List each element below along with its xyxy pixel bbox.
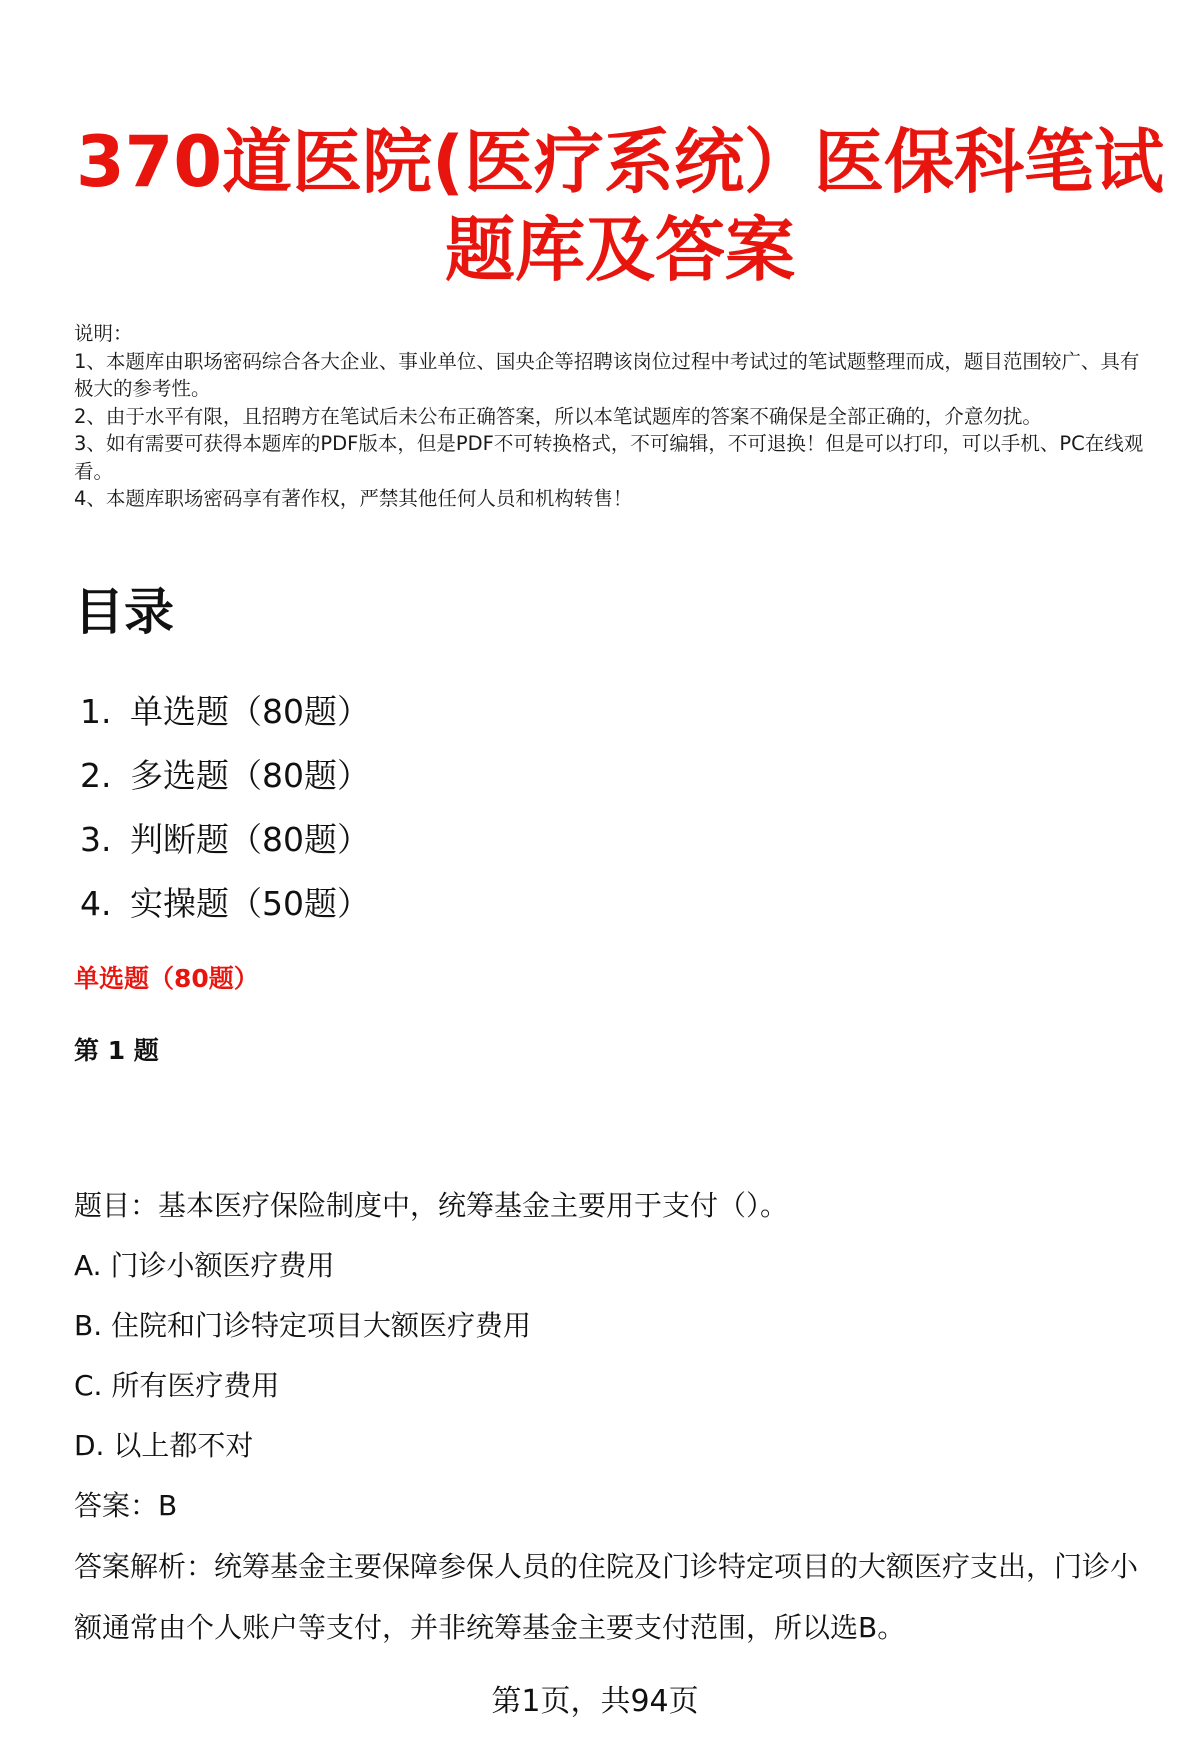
question-block [74,1176,1164,1658]
option-a: A. 门诊小额医疗费用 [74,1249,335,1282]
option-c: C. 所有医疗费用 [74,1369,280,1402]
toc-item-label: 多选题（80题） [130,756,370,795]
page-footer: 第1页，共94页 [491,1684,699,1719]
question-number: 第 1 题 [74,1036,159,1065]
note-item: 2、由于水平有限，且招聘方在笔试后未公布正确答案，所以本笔试题库的答案不确保是全部正确的，介意勿扰。 [74,404,1042,428]
toc-item-label: 实操题（50题） [130,884,370,923]
section-title: 单选题（80题） [74,964,259,993]
toc-item-multiple-choice[interactable] [80,744,370,808]
note-item: 3、如有需要可获得本题库的PDF版本，但是PDF不可转换格式，不可编辑，不可退换！但是可以打印，可以手机、PC在线观看。 [74,432,1144,483]
toc-item-single-choice[interactable] [80,680,370,744]
note-item: 1、本题库由职场密码综合各大企业、事业单位、国央企等招聘该岗位过程中考试过的笔试题整理而成，题目范围较广、具有极大的参考性。 [74,349,1140,400]
note-item: 4、本题库职场密码享有著作权，严禁其他任何人员和机构转售！ [74,487,633,510]
toc-heading: 目录 [74,583,174,641]
answer-explanation: 答案解析：统筹基金主要保障参保人员的住院及门诊特定项目的大额医疗支出，门诊小额通常由个人账户等支付，并非统筹基金主要支付范围，所以选B。 [74,1550,1139,1644]
toc-item-practical[interactable] [80,872,370,936]
document-title: 370道医院(医疗系统）医保科笔试题库及答案 [75,121,1165,291]
option-b: B. 住院和门诊特定项目大额医疗费用 [74,1309,532,1342]
answer-line: 答案：B [74,1489,178,1522]
question-stem: 题目：基本医疗保险制度中，统筹基金主要用于支付（）。 [74,1189,789,1222]
toc-item-number: 2. [80,756,112,795]
notes-block [74,320,1154,513]
toc-item-label: 单选题（80题） [130,692,370,731]
option-d: D. 以上都不对 [74,1429,254,1462]
notes-heading: 说明： [74,322,133,345]
toc-item-number: 1. [80,692,112,731]
toc-list [80,680,370,936]
toc-item-label: 判断题（80题） [130,820,370,859]
toc-item-number: 4. [80,884,112,923]
toc-item-number: 3. [80,820,112,859]
toc-item-true-false[interactable] [80,808,370,872]
